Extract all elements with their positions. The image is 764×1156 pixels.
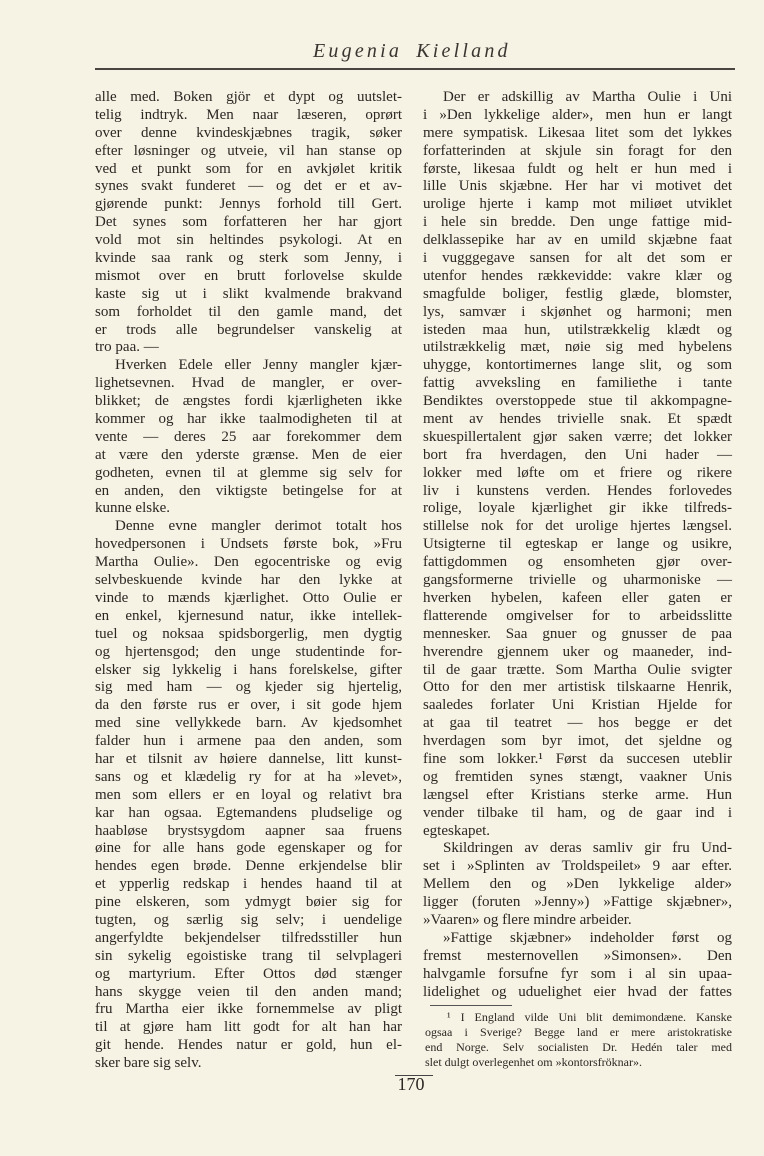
text-line: sker bare sig selv. — [95, 1055, 202, 1072]
text-line: kaste sig ut i slikt kvalmende brakvand — [95, 285, 402, 302]
text-line: at gaa til teatret — hos begge er det — [423, 715, 732, 732]
text-line: til de gaar trætte. Som Martha Oulie svigter — [423, 661, 732, 678]
text-line: forfatterinden at skjule sin foragt for den — [423, 142, 732, 159]
text-line: isteden maa hun, utilstrækkelig klædt og — [423, 321, 732, 338]
text-line: i »Den lykkelige alder», men hun er langt — [423, 106, 732, 123]
text-line: er trods alle begrundelser vanskelig at — [95, 321, 402, 338]
text-line: »Vaaren» og flere mindre arbeider. — [423, 911, 632, 928]
text-line: fattigdommen og ensomheten gjør over- — [423, 554, 732, 571]
text-line: at være den yderste grænse. Men de eier — [95, 446, 402, 463]
text-line: kar han ogsaa. Egtemandens pludselige og — [95, 804, 402, 821]
text-line: over denne kvindeskjæbnes tragik, søker — [95, 124, 402, 141]
page-number: 170 — [397, 1074, 425, 1094]
text-line: flatterende omgivelser for to arbeidsslitte — [423, 607, 732, 624]
text-line: haabløse brystsygdom aapner saa fruens — [95, 822, 402, 839]
footnote-rule — [430, 1005, 512, 1006]
text-line: utenfor hendes rækkevidde: vakre klær og — [423, 267, 732, 284]
text-line: sans og et klædelig ry for at ha »levet», — [95, 768, 402, 785]
text-line: sin sykelig egoistiske trang til selvplageri — [95, 947, 402, 964]
text-line: vinde to mænds kjærlighet. Otto Oulie er — [95, 589, 402, 606]
text-line: synes svakt funderet — og det er et av- — [95, 178, 402, 195]
text-line: alle med. Boken gjör et dypt og uutslet- — [95, 89, 402, 105]
text-line: vold mot sin heltindes psykologi. At en — [95, 232, 402, 249]
text-line: en anden, den viktigste betingelse for at — [95, 482, 402, 499]
text-line: telig indtryk. Men naar læseren, oprørt — [95, 106, 402, 123]
right-column — [423, 89, 732, 1001]
paragraph — [423, 930, 732, 1002]
text-line: uhygge, kontortimernes lange slit, og som — [423, 357, 732, 374]
paragraph — [95, 89, 402, 357]
text-line: mere sympatisk. Likesaa litet som det lykkes — [423, 124, 732, 141]
text-line: mismot over en brutt forlovelse skulde — [95, 267, 402, 284]
text-line: sig med ham — og kjeder sig hjertelig, — [95, 679, 402, 696]
text-line: elsker sig lykkelig i hans forelskelse, gifter — [95, 661, 402, 678]
text-line: Bendiktes overstoppede stue til akkompagne- — [423, 393, 732, 410]
text-line: men som ellers er en loyal og relativt bra — [95, 786, 402, 803]
footnote-line: end Norge. Selv socialisten Dr. Hedén taler med — [425, 1040, 732, 1054]
text-line: mennesker. Saa gnuer og gnusser de paa — [423, 625, 732, 642]
text-line: stillelse nok for det urolige hjertes længsel. — [423, 518, 732, 535]
text-line: fattig avveksling en familiethe i tante — [423, 375, 732, 392]
text-line: liv i kunstens verden. Hendes forlovedes — [423, 482, 732, 499]
text-line: i vugggegave sansen for alt det som er — [423, 250, 732, 267]
text-line: Martha Oulie». Den egocentriske og evig — [95, 554, 402, 571]
text-line: i hele sin bredde. Den unge fattige mid- — [423, 214, 732, 231]
text-line: rolige, loyale kjærlighet gir ikke tilfreds- — [423, 500, 732, 517]
text-line: urolige hjerte i kamp mot miliøet utviklet — [423, 196, 732, 213]
text-line: tuel og noksaa spidsborgerlig, men dygtig — [95, 625, 402, 642]
text-line: lys, samvær i skjønhet og harmoni; men — [423, 303, 732, 320]
footnote-line: slet dulgt overlegenhet om »kontorsfröknar». — [425, 1055, 642, 1069]
text-line: fremst mesternovellen »Simonsen». Den — [423, 947, 732, 964]
text-line: efter løsninger og utveie, vil han stanse op — [95, 142, 402, 159]
text-line: ved et punkt som for en avkjølet kritik — [95, 160, 402, 177]
text-line: »Fattige skjæbner» indeholder først og — [443, 929, 732, 946]
text-line: bort fra hverdagen, den Uni hader — — [423, 446, 732, 463]
text-line: med sine vellykkede barn. Av kjedsomhet — [95, 715, 402, 732]
text-line: pine elskeren, som ydmygt bøier sig for — [95, 894, 402, 911]
paragraph — [95, 518, 402, 1073]
text-line: fru Martha eier ikke fornemmelse av pligt — [95, 1001, 402, 1018]
text-line: saaledes forlater Uni Kristian Hjelde for — [423, 697, 732, 714]
text-line: Der er adskillig av Martha Oulie i Uni — [443, 89, 732, 105]
text-line: Mellem den og »Den lykkelige alder» — [423, 876, 732, 893]
text-line: og fremtiden synes stængt, vaakner Unis — [423, 768, 732, 785]
text-line: Det synes som forfatteren her har gjort — [95, 214, 402, 231]
text-line: til at gjøre ham litt godt for alt han har — [95, 1019, 402, 1036]
text-line: fine som lokker.¹ Først da succesen uteblir — [423, 750, 732, 767]
text-line: utilstrækkelig mæt, nøie sig med hybelens — [423, 339, 732, 356]
text-line: og martyrium. Efter Ottos død stænger — [95, 965, 402, 982]
text-line: blikket; de ængstes fordi kjærligheten ikke — [95, 393, 402, 410]
text-line: øine for alle hans gode egenskaper og for — [95, 840, 402, 857]
text-line: delklassepike har av en umild skjæbne faat — [423, 232, 732, 249]
text-line: lokker med løfte om et friere og rikere — [423, 464, 732, 481]
footnote-line: ¹ I England vilde Uni blit demimondæne. Kanske — [447, 1010, 732, 1024]
text-line: kommer og har ikke taalmodigheten til at — [95, 411, 402, 428]
text-line: git hende. Hendes natur er gold, hun el- — [95, 1037, 402, 1054]
text-line: hendes egen brøde. Denne erkjendelse blir — [95, 858, 402, 875]
footnote — [425, 1010, 732, 1070]
text-line: halvgamle forsufne fyr som i al sin upaa- — [423, 965, 732, 982]
text-line: Utsigterne til egteskap er lange og usikre, — [423, 536, 732, 553]
running-header: Eugenia Kielland — [313, 40, 511, 62]
text-line: lighetsevnen. Hvad de mangler, er over- — [95, 375, 402, 392]
text-line: længsel efter Kristians sterke arme. Hun — [423, 786, 732, 803]
text-line: tro paa. — — [95, 339, 159, 356]
text-line: Hverken Edele eller Jenny mangler kjær- — [115, 357, 402, 374]
text-line: falder hun i armene paa den anden, som — [95, 733, 402, 750]
text-line: gangsformerne trivielle og uharmoniske — — [423, 572, 732, 589]
text-line: set i »Splinten av Troldspeilet» 9 aar efter. — [423, 858, 732, 875]
text-line: egteskapet. — [423, 822, 491, 839]
text-line: Denne evne mangler derimot totalt hos — [115, 518, 402, 535]
text-line: smagfulde boliger, festlig glæde, blomster, — [423, 285, 732, 302]
paragraph — [423, 89, 732, 840]
text-line: som forholdet til den gamle mand, det — [95, 303, 402, 320]
text-line: da den første rus er over, i sit gode hjem — [95, 697, 402, 714]
text-line: hverdagen som byr imot, det sjeldne og — [423, 733, 732, 750]
text-line: hverendre gjennem uker og maaneder, ind- — [423, 643, 732, 660]
text-line: har et tilsnit av høiere dannelse, litt kunst- — [95, 750, 402, 767]
text-line: ment av hendes trivielle snak. Et spædt — [423, 411, 732, 428]
text-line: gjørende punkt: Jennys forhold till Gert. — [95, 196, 402, 213]
text-line: lille Unis skjæbne. Her har vi motivet det — [423, 178, 732, 195]
text-line: hovedpersonen i Undsets første bok, »Fru — [95, 536, 402, 553]
text-line: selvbeskuende kvinde har den lykke at — [95, 572, 402, 589]
text-line: Otto for den mer artistisk tilskaarne Henrik, — [423, 679, 732, 696]
text-line: kunne elske. — [95, 500, 170, 517]
text-line: vender tilbake til ham, og de gaar ind i — [423, 804, 732, 821]
text-line: skuespillertalent gjør saken værre; det lokker — [423, 428, 732, 445]
text-line: første, likesaa fuldt og helt er hun med i — [423, 160, 732, 177]
text-line: hverken hybelen, kafeen eller gaten er — [423, 589, 732, 606]
text-line: et ypperlig redskap i hendes haand til at — [95, 876, 402, 893]
text-line: godheten, evnen til at glemme sig selv for — [95, 464, 402, 481]
text-line: og hjertensgod; den unge studentinde for- — [95, 643, 402, 660]
paragraph — [95, 357, 402, 518]
text-line: lidelighet og uduelighet eier hvad der fattes — [423, 983, 732, 1000]
text-line: ligger (foruten »Jenny») »Fattige skjæbner», — [423, 894, 732, 911]
text-line: tugten, og særlig sig selv; i uendelige — [95, 911, 402, 928]
header-rule — [95, 68, 735, 70]
left-column — [95, 89, 402, 1073]
footnote-line: ogsaa i Sverige? Begge land er mere aristokratiske — [425, 1025, 732, 1039]
text-line: angerfyldte bekjendelser tilfredsstiller hun — [95, 929, 402, 946]
text-line: hans skygge veien til den anden mand; — [95, 983, 402, 1000]
text-line: kvinde saa rank og sterk som Jenny, i — [95, 250, 402, 267]
text-line: vente — deres 25 aar forekommer dem — [95, 428, 402, 445]
text-line: en enkel, kjernesund natur, ikke intellek- — [95, 607, 402, 624]
paragraph — [423, 840, 732, 929]
text-line: Skildringen av deras samliv gir fru Und- — [443, 840, 732, 857]
